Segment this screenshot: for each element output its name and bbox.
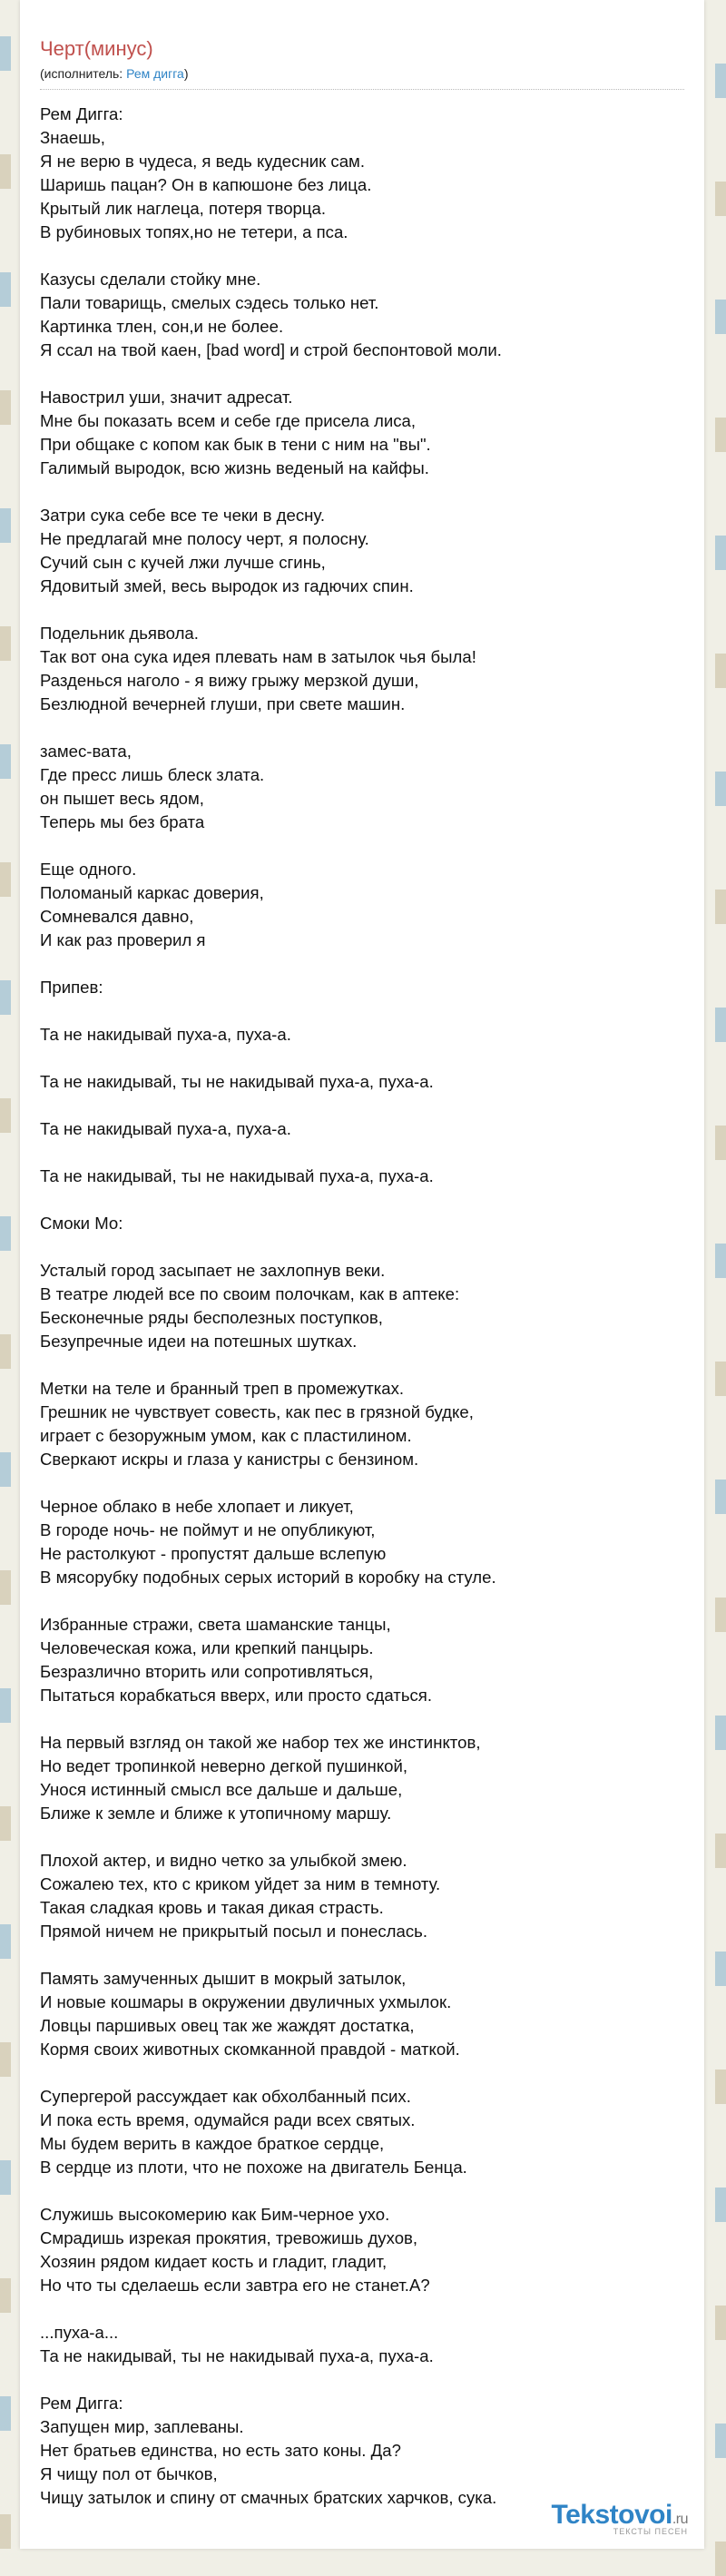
right-decorative-stripes	[715, 0, 726, 2549]
lyrics-blank-line	[40, 999, 682, 1023]
lyrics-line: Та не накидывай пуха-а, пуха-а.	[40, 1119, 291, 1138]
lyrics-blank-line	[40, 362, 682, 386]
stripe-segment	[0, 2042, 11, 2077]
lyrics-blank-line	[40, 1943, 682, 1967]
lyrics-blank-line	[40, 1471, 682, 1495]
stripe-segment	[715, 1008, 726, 1042]
stripe-segment	[715, 890, 726, 924]
stripe-segment	[715, 1952, 726, 1986]
lyrics-blank-line	[40, 952, 682, 976]
lyrics-line: При общаке с копом как бык в тени с ним на "вы".	[40, 435, 431, 454]
lyrics-line: Я не верю в чудеса, я ведь кудесник сам.	[40, 152, 365, 171]
lyrics-line: Чищу затылок и спину от смачных братских харчков, сука.	[40, 2488, 497, 2507]
lyrics-line: Унося истинный смысл все дальше и дальше,	[40, 1780, 403, 1799]
stripe-segment	[715, 1716, 726, 1750]
lyrics-line: Нет братьев единства, но есть зато коны. Да?	[40, 2441, 401, 2460]
lyrics-blank-line	[40, 1589, 682, 1613]
lyrics-line: Бесконечные ряды бесполезных поступков,	[40, 1308, 383, 1327]
lyrics-line: Безупречные идеи на потешных шутках.	[40, 1332, 358, 1351]
stripe-segment	[715, 772, 726, 806]
lyrics-line: замес-вата,	[40, 742, 132, 761]
stripe-segment	[715, 64, 726, 98]
lyrics-line: В рубиновых топях,но не тетери, а пса.	[40, 222, 348, 241]
lyrics-line: Не предлагай мне полосу черт, я полосну.	[40, 529, 369, 548]
lyrics-line: Та не накидывай, ты не накидывай пуха-а, пуха-а.	[40, 1166, 434, 1185]
lyrics-line: Разденься наголо - я вижу грыжу мерзкой души,	[40, 671, 419, 690]
performer-suffix: )	[183, 66, 189, 81]
lyrics-line: Безразлично вторить или сопротивляться,	[40, 1662, 374, 1681]
lyrics-line: Припев:	[40, 978, 103, 997]
stripe-segment	[715, 300, 726, 334]
lyrics-blank-line	[40, 2297, 682, 2321]
lyrics-line: Супергерой рассуждает как обхолбанный псих.	[40, 2087, 411, 2106]
lyrics-line: Усталый город засыпает не захлопнув веки.	[40, 1261, 386, 1280]
stripe-segment	[0, 1924, 11, 1959]
lyrics-line: Мы будем верить в каждое браткое сердце,	[40, 2134, 385, 2153]
stripe-segment	[715, 2424, 726, 2458]
lyrics-line: Где пресс лишь блеск злата.	[40, 765, 265, 784]
stripe-segment	[715, 2306, 726, 2340]
stripe-segment	[715, 2542, 726, 2576]
stripe-segment	[715, 2188, 726, 2222]
lyrics-line: Избранные стражи, света шаманские танцы,	[40, 1615, 391, 1634]
lyrics-line: Та не накидывай, ты не накидывай пуха-а, пуха-а.	[40, 2346, 434, 2365]
lyrics-line: Плохой актер, и видно четко за улыбкой змею.	[40, 1851, 407, 1870]
lyrics-line: Рем Дигга:	[40, 2394, 123, 2413]
stripe-segment	[715, 2070, 726, 2104]
stripe-segment	[715, 536, 726, 570]
stripe-segment	[0, 2278, 11, 2313]
stripe-segment	[0, 1452, 11, 1487]
lyrics-line: Навострил уши, значит адресат.	[40, 388, 293, 407]
lyrics-line: Такая сладкая кровь и такая дикая страсть.	[40, 1898, 384, 1917]
stripe-segment	[0, 508, 11, 543]
lyrics-line: Знаешь,	[40, 128, 105, 147]
stripe-segment	[0, 2160, 11, 2195]
performer-prefix: (исполнитель:	[40, 66, 127, 81]
stripe-segment	[0, 862, 11, 897]
lyrics-line: Не растолкуют - пропустят дальше вслепую	[40, 1544, 387, 1563]
lyrics-line: он пышет весь ядом,	[40, 789, 204, 808]
left-decorative-stripes	[0, 0, 11, 2549]
lyrics-line: Сомневался давно,	[40, 907, 194, 926]
stripe-segment	[715, 1834, 726, 1868]
lyrics-blank-line	[40, 1353, 682, 1377]
lyrics-line: Картинка тлен, сон,и не более.	[40, 317, 284, 336]
stripe-segment	[715, 654, 726, 688]
stripe-segment	[715, 182, 726, 216]
lyrics-line: Черное облако в небе хлопает и ликует,	[40, 1497, 354, 1516]
performer-link[interactable]: Рем дигга	[126, 66, 184, 81]
lyrics-line: Прямой ничем не прикрытый посыл и понеслась.	[40, 1922, 428, 1941]
lyrics-blank-line	[40, 480, 682, 504]
lyrics-blank-line	[40, 1094, 682, 1117]
lyrics-line: Та не накидывай, ты не накидывай пуха-а, пуха-а.	[40, 1072, 434, 1091]
lyrics-line: Я чищу пол от бычков,	[40, 2464, 218, 2483]
lyrics-line: В театре людей все по своим полочкам, как в аптеке:	[40, 1284, 460, 1303]
stripe-segment	[0, 1098, 11, 1133]
site-logo[interactable]	[552, 2500, 688, 2536]
lyrics-line: играет с безоружным умом, как с пластилином.	[40, 1426, 412, 1445]
lyrics-line: Безлюдной вечерней глуши, при свете машин.	[40, 694, 406, 713]
stripe-segment	[0, 1806, 11, 1841]
lyrics-blank-line	[40, 1235, 682, 1259]
stripe-segment	[715, 1480, 726, 1514]
lyrics-line: Хозяин рядом кидает кость и гладит, гладит,	[40, 2252, 388, 2271]
lyrics-blank-line	[40, 2179, 682, 2203]
lyrics-line: Смоки Мо:	[40, 1214, 123, 1233]
lyrics-blank-line	[40, 1188, 682, 1212]
performer-line	[20, 60, 704, 82]
lyrics-line: Сожалею тех, кто с криком уйдет за ним в темноту.	[40, 1874, 441, 1893]
lyrics-line: Ядовитый змей, весь выродок из гадючих спин.	[40, 576, 414, 595]
stripe-segment	[0, 1216, 11, 1251]
lyrics-line: Казусы сделали стойку мне.	[40, 270, 261, 289]
lyrics-line: Но что ты сделаешь если завтра его не станет.А?	[40, 2276, 430, 2295]
lyrics-line: Ближе к земле и ближе к утопичному маршу.	[40, 1804, 392, 1823]
lyrics-line: В сердце из плоти, что не похоже на двигатель Бенца.	[40, 2158, 467, 2177]
lyrics-line: И как раз проверил я	[40, 930, 206, 949]
lyrics-line: Пытаться корабкаться вверх, или просто сдаться.	[40, 1686, 433, 1705]
lyrics-line: Та не накидывай пуха-а, пуха-а.	[40, 1025, 291, 1044]
lyrics-line: Сучий сын с кучей лжи лучше сгинь,	[40, 553, 326, 572]
lyrics-blank-line	[40, 1825, 682, 1849]
lyrics-line: Кормя своих животных скомканной правдой - маткой.	[40, 2040, 460, 2059]
lyrics-line: Я ссал на твой каен, [bad word] и строй беспонтовой моли.	[40, 340, 502, 359]
stripe-segment	[0, 36, 11, 71]
lyrics-line: Запущен мир, заплеваны.	[40, 2417, 244, 2436]
lyrics-line: Мне бы показать всем и себе где присела лиса,	[40, 411, 417, 430]
stripe-segment	[0, 154, 11, 189]
lyrics-blank-line	[40, 598, 682, 622]
stripe-segment	[715, 1598, 726, 1632]
stripe-segment	[0, 626, 11, 661]
lyrics-blank-line	[40, 2368, 682, 2392]
stripe-segment	[0, 1334, 11, 1369]
lyrics-line: В мясорубку подобных серых историй в коробку на стуле.	[40, 1568, 496, 1587]
stripe-segment	[0, 2396, 11, 2431]
stripe-segment	[715, 1362, 726, 1396]
logo-tagline: ТЕКСТЫ ПЕСЕН	[613, 2527, 688, 2536]
lyrics-line: Шаришь пацан? Он в капюшоне без лица.	[40, 175, 372, 194]
logo-brand	[552, 2500, 688, 2531]
lyrics-line: И новые кошмары в окружении двуличных ухмылок.	[40, 1992, 452, 2011]
lyrics-line: Галимый выродок, всю жизнь веденый на кайфы.	[40, 458, 429, 477]
lyrics-line: Затри сука себе все те чеки в десну.	[40, 506, 325, 525]
lyrics-line: Пали товарищь, смелых сэдесь только нет.	[40, 293, 379, 312]
lyrics-line: Подельник дьявола.	[40, 624, 199, 643]
lyrics-line: Человеческая кожа, или крепкий панцырь.	[40, 1638, 374, 1657]
lyrics-blank-line	[40, 834, 682, 858]
stripe-segment	[0, 2514, 11, 2549]
lyrics-line: И пока есть время, одумайся ради всех святых.	[40, 2110, 416, 2129]
lyrics-blank-line	[40, 244, 682, 268]
lyrics-blank-line	[40, 1047, 682, 1070]
stripe-segment	[0, 980, 11, 1015]
lyrics-sheet	[20, 0, 704, 2549]
lyrics-line: На первый взгляд он такой же набор тех же инстинктов,	[40, 1733, 481, 1752]
stripe-segment	[0, 390, 11, 425]
stripe-segment	[715, 1126, 726, 1160]
lyrics-line: ...пуха-а...	[40, 2323, 119, 2342]
lyrics-line: Память замученных дышит в мокрый затылок,	[40, 1969, 407, 1988]
lyrics-line: Ловцы паршивых овец так же жаждят достатка,	[40, 2016, 415, 2035]
lyrics-text	[20, 90, 704, 2510]
lyrics-line: Поломаный каркас доверия,	[40, 883, 264, 902]
lyrics-blank-line	[40, 716, 682, 740]
stripe-segment	[0, 1688, 11, 1723]
stripe-segment	[0, 744, 11, 779]
lyrics-line: Так вот она сука идея плевать нам в затылок чья была!	[40, 647, 476, 666]
lyrics-blank-line	[40, 2061, 682, 2085]
lyrics-line: Грешник не чувствует совесть, как пес в грязной будке,	[40, 1402, 474, 1421]
lyrics-line: Теперь мы без брата	[40, 812, 205, 831]
lyrics-line: Но ведет тропинкой неверно дегкой пушинкой,	[40, 1756, 408, 1775]
lyrics-line: Сверкают искры и глаза у канистры с бензином.	[40, 1450, 419, 1469]
page-title: Черт(минус)	[40, 37, 153, 60]
lyrics-blank-line	[40, 1141, 682, 1165]
lyrics-blank-line	[40, 1707, 682, 1731]
lyrics-line: Служишь высокомерию как Бим-черное ухо.	[40, 2205, 390, 2224]
lyrics-line: Смрадишь изрекая прокятия, тревожишь духов,	[40, 2228, 418, 2247]
stripe-segment	[0, 272, 11, 307]
lyrics-line: Метки на теле и бранный треп в промежутках.	[40, 1379, 405, 1398]
logo-tld: .ru	[672, 2512, 688, 2527]
stripe-segment	[715, 418, 726, 452]
logo-brand-text: Tekstovoi	[551, 2500, 672, 2530]
lyrics-line: Еще одного.	[40, 860, 137, 879]
lyrics-line: В городе ночь- не поймут и не опубликуют,	[40, 1520, 376, 1539]
lyrics-line: Крытый лик наглеца, потеря творца.	[40, 199, 327, 218]
stripe-segment	[0, 1570, 11, 1605]
lyrics-line: Рем Дигга:	[40, 104, 123, 123]
stripe-segment	[715, 1244, 726, 1278]
